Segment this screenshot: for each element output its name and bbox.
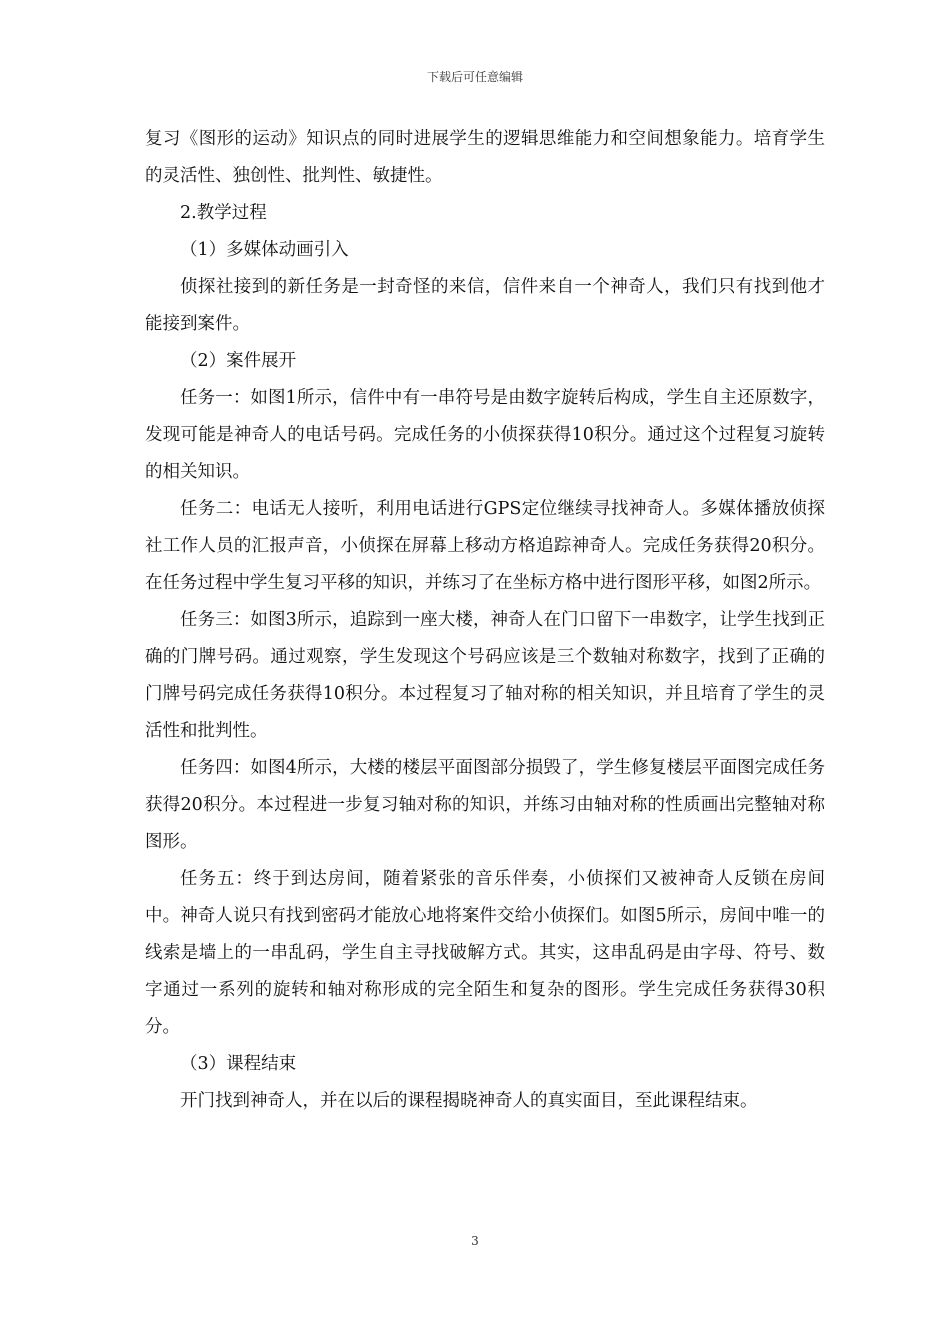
paragraph-intro: 侦探社接到的新任务是一封奇怪的来信，信件来自一个神奇人，我们只有找到他才能接到案件。: [145, 277, 825, 334]
paragraph-task-1: 任务一：如图1所示，信件中有一串符号是由数字旋转后构成，学生自主还原数字，发现可能是神奇人的电话号码。完成任务的小侦探获得10积分。通过这个过程复习旋转的相关知识。: [145, 388, 825, 482]
page-number: 3: [471, 1234, 479, 1248]
document-body: [145, 121, 825, 1120]
subheading-course-end: （3）课程结束: [180, 1054, 297, 1074]
paragraph-task-2: 任务二：电话无人接听，利用电话进行GPS定位继续寻找神奇人。多媒体播放侦探社工作人员的汇报声音，小侦探在屏幕上移动方格追踪神奇人。完成任务获得20积分。在任务过程中学生复习平移的知识，并练习了在坐标方格中进行图形平移，如图2所示。: [145, 499, 825, 593]
paragraph-task-3: 任务三：如图3所示，追踪到一座大楼，神奇人在门口留下一串数字，让学生找到正确的门牌号码。通过观察，学生发现这个号码应该是三个数轴对称数字，找到了正确的门牌号码完成任务获得10积分。本过程复习了轴对称的相关知识，并且培育了学生的灵活性和批判性。: [145, 610, 825, 741]
subheading-multimedia-intro: （1）多媒体动画引入: [180, 240, 349, 260]
page-header: 下载后可任意编辑: [426, 70, 523, 84]
paragraph-continuation: 复习《图形的运动》知识点的同时进展学生的逻辑思维能力和空间想象能力。培育学生的灵活性、独创性、批判性、敏捷性。: [145, 129, 825, 186]
paragraph-task-5: 任务五：终于到达房间，随着紧张的音乐伴奏，小侦探们又被神奇人反锁在房间中。神奇人说只有找到密码才能放心地将案件交给小侦探们。如图5所示，房间中唯一的线索是墙上的一串乱码，学生自主寻找破解方式。其实，这串乱码是由字母、符号、数字通过一系列的旋转和轴对称形成的完全陌生和复杂的图形。学生完成任务获得30积分。: [145, 869, 825, 1037]
section-heading-teaching-process: 2.教学过程: [180, 203, 267, 223]
subheading-case-unfold: （2）案件展开: [180, 351, 297, 371]
paragraph-task-4: 任务四：如图4所示，大楼的楼层平面图部分损毁了，学生修复楼层平面图完成任务获得20积分。本过程进一步复习轴对称的知识，并练习由轴对称的性质画出完整轴对称图形。: [145, 758, 825, 852]
paragraph-ending: 开门找到神奇人，并在以后的课程揭晓神奇人的真实面目，至此课程结束。: [180, 1091, 758, 1111]
